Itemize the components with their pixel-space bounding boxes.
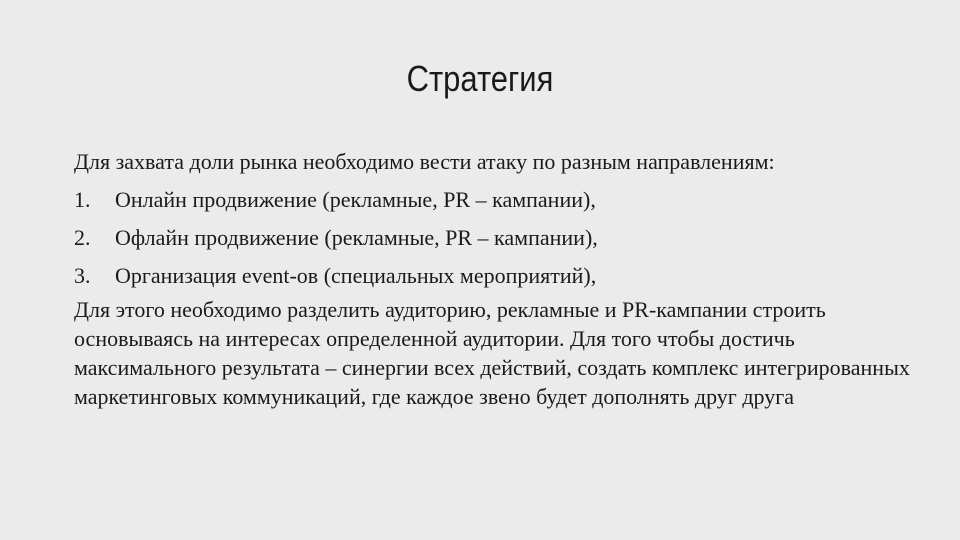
list-item-number: 2. [74,225,91,250]
conclusion-paragraph: Для этого необходимо разделить аудиторию, рекламные и PR-кампании строить основываясь на интересах определенной аудитории. Для того чтобы достичь максимального результата – синергии всех действий, создать комплекс интегрированных маркетинговых коммуникаций, где каждое звено будет дополнять друг друга [74,297,910,409]
list-item-text: Онлайн продвижение (рекламные, PR – кампании), [115,187,596,212]
intro-paragraph: Для захвата доли рынка необходимо вести атаку по разным направлениям: [74,149,775,174]
list-item [74,187,924,213]
list-item-number: 3. [74,263,91,288]
list-item [74,263,924,289]
list-item [74,225,924,251]
strategy-list [74,187,924,289]
list-item-text: Организация event-ов (специальных мероприятий), [115,263,597,288]
slide-title: Стратегия [406,58,554,99]
slide-body [74,149,924,411]
list-item-number: 1. [74,187,91,212]
list-item-text: Офлайн продвижение (рекламные, PR – кампании), [115,225,598,250]
